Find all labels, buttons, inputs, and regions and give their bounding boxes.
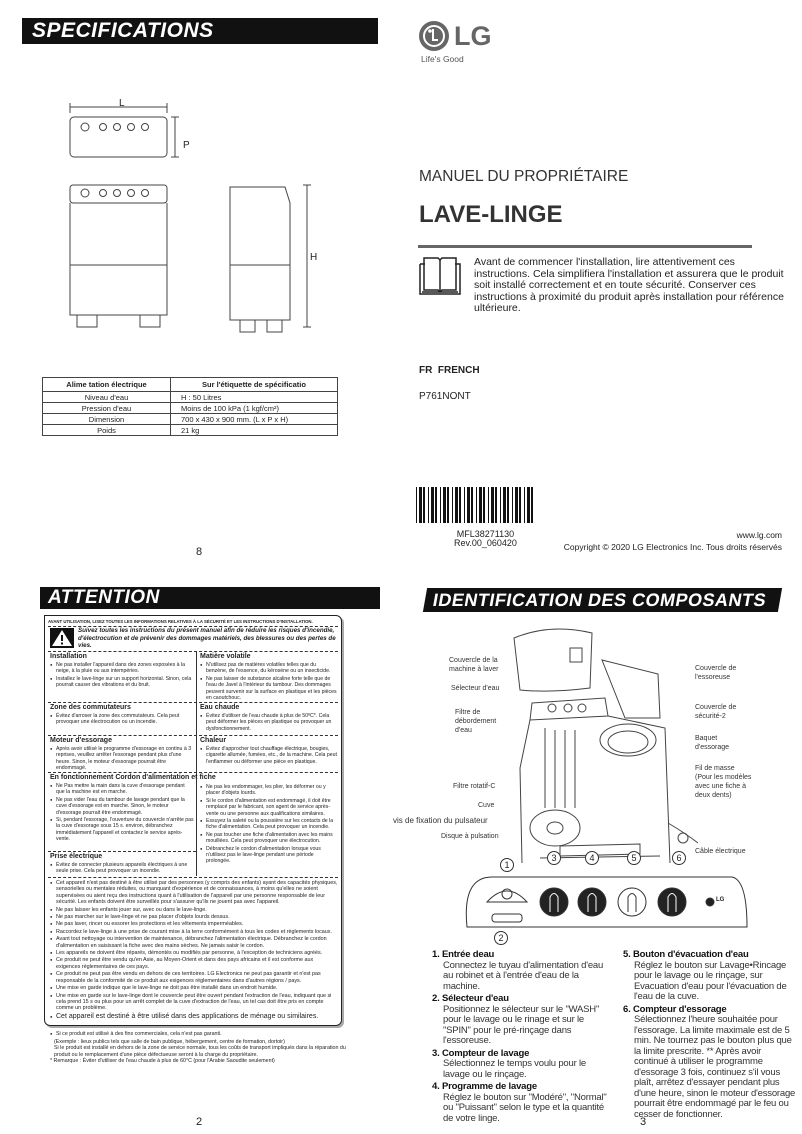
label-pulsator: Disque à pulsation	[441, 833, 499, 840]
section-switches	[50, 704, 194, 727]
spec-label: Pression d'eau	[43, 403, 171, 414]
lg-logo-text: LG	[454, 21, 492, 51]
table-row	[43, 425, 338, 436]
label-power-cable: Câble électrique	[695, 848, 746, 855]
callout-3: 3	[547, 851, 561, 865]
label-safety-lid: Couvercle de sécurité-2	[695, 704, 737, 720]
bullet: ● Ne pas installer l'appareil dans des zones exposées à la neige, à la pluie ou aux intempéries.	[50, 662, 194, 675]
label-tub: Cuve	[478, 802, 495, 809]
bullet: ● Ne pas marcher sur le lave-linge et ne pas placer d'objets lourds dessus.	[50, 914, 338, 920]
component-number: 2.	[432, 993, 440, 1004]
language-code: FR	[419, 365, 433, 376]
bullet: ● Débranchez le cordon d'alimentation lorsque vous n'utilisez pas le lave-linge pendant une période prolongée.	[200, 846, 338, 865]
bullet: ● Raccordez le lave-linge à une prise de courant mise à la terre conformément à tous les codes et règlements locaux.	[50, 929, 338, 935]
lg-tagline: Life's Good	[421, 54, 464, 64]
component-number: 1.	[432, 949, 440, 960]
component-item	[421, 1049, 607, 1081]
dim-l-label: L	[119, 98, 125, 109]
section-title: Chaleur	[200, 737, 227, 744]
component-number: 5.	[623, 949, 631, 960]
component-item	[421, 994, 607, 1047]
component-item	[612, 950, 796, 1003]
manual-subtitle: MANUEL DU PROPRIÉTAIRE	[419, 168, 629, 185]
component-description: Sélectionnez l'heure souhaitée pour l'essorage. La limite maximale est de 5 min. Ne tournez pas le bouton plus que la limite prescrite. ** Après avoir continué à utiliser le programme d'essorage 3 fois, continuez s'il vous plaît, arrêtez d'essayer pendant plus d'une heure, sinon le moteur d'essorage pourrait être endommagé par le feu ou cesser de fonctionner.	[634, 1014, 796, 1120]
bullet: ● Avant tout nettoyage ou intervention de maintenance, débranchez l'alimentation électrique. Débranchez le cordon d'alimentation en saisissant la fiche avec des mains sèches. Ne jamais saisir le cordon.	[50, 936, 338, 949]
divider	[48, 702, 338, 703]
bullet: ● Évitez d'arroser la zone des commutateurs. Cela peut provoquer une électrocution ou un incendie.	[50, 713, 194, 726]
spec-value: 21 kg	[181, 425, 200, 435]
component-name: Sélecteur d'eau	[441, 993, 509, 1004]
bullet: ● Ne pas laisser de substance alcaline forte telle que de l'eau de Javel à l'intérieur du tambour. Des dommages peuvent survenir sur la surface en plastique et les pièces en caoutchouc.	[200, 676, 338, 702]
note-line: ● Si ce produit est utilisé à des fins commerciales, cela n'est pas garanti.	[50, 1031, 350, 1038]
divider	[48, 772, 338, 773]
callout-5: 5	[627, 851, 641, 865]
bullet: ● Les appareils ne doivent être réparés, démontés ou modifiés par personne, à l'exception de techniciens agréés.	[50, 950, 338, 956]
spec-value: H : 50 Litres	[181, 392, 222, 402]
bullet: ● Essuyez la saleté ou la poussière sur les contacts de la fiche d'alimentation. Cela peut provoquer un incendie.	[200, 818, 338, 831]
warning-icon	[50, 628, 74, 648]
section-outlet	[50, 853, 194, 876]
component-title	[432, 1082, 607, 1093]
component-name: Bouton d'évacuation d'eau	[632, 949, 749, 960]
part-number-block	[454, 530, 517, 548]
dim-p-label: P	[183, 140, 190, 151]
ground-wire-note: (Pour les modèles avec une fiche à deux dents)	[695, 774, 752, 799]
component-title	[432, 994, 607, 1005]
revision: Rev.00_060420	[454, 538, 517, 548]
website-link[interactable]: www.lg.com	[736, 530, 782, 540]
divider	[48, 651, 338, 652]
language-name: FRENCH	[437, 365, 480, 376]
section-power-cord	[200, 784, 338, 866]
safety-banner: AVANT UTILISATION, LISEZ TOUTES LES INFORMATIONS RELATIVES À LA SÉCURITÉ ET LES INSTRUCTIONS D'INSTALLATION.	[48, 619, 338, 627]
spec-header-1: Alime tation électrique	[43, 378, 171, 392]
label-rotary-filter: Filtre rotatif-C	[453, 783, 496, 790]
notes	[50, 1031, 350, 1065]
section-hot-water	[200, 704, 338, 733]
callout-2: 2	[494, 931, 508, 945]
bullet: ● Ne pas vider l'eau du tambour de lavage pendant que la cuve d'essorage est en marche. Sinon, le moteur d'essorage pourrait être endommagé.	[50, 797, 194, 816]
label-washer-lid: Couvercle de la machine à laver	[449, 657, 499, 673]
bullet: ● Installez le lave-linge sur un support horizontal. Sinon, cela pourrait causer des vibrations et du bruit.	[50, 676, 194, 689]
attention-header: ATTENTION	[40, 587, 380, 609]
bullet: ● Après avoir utilisé le programme d'essorage en continu à 3 reprises, veuillez arrêter l'essorage pendant plus d'une heure. Sinon, le moteur d'essorage pourrait être endommagé.	[50, 746, 194, 772]
bullet: ● Ne pas laisser les enfants jouer sur, avec ou dans le lave-linge.	[50, 907, 338, 913]
page-number: 3	[640, 1116, 647, 1128]
warning-text: Suivez toutes les instructions du présent manuel afin de réduire les risques d'incendie, d'électrocution et de prévenir des dommages matériels, des blessures ou des pertes de vies.	[78, 627, 336, 649]
note-line: (Exemple : lieux publics tels que salle de bain publique, hébergement, centre de formation, dortoir)	[54, 1038, 285, 1045]
component-list-right	[612, 950, 796, 1122]
spec-label: Dimension	[43, 414, 171, 425]
lg-logo-icon	[418, 20, 450, 52]
bullet: ● Ne pas laver, rincer ou essorer les protections et les vêtements imperméables.	[50, 921, 338, 927]
spec-value: 700 x 430 x 900 mm. (L x P x H)	[181, 414, 289, 424]
spec-header-2: Sur l'étiquette de spécificatio	[202, 380, 306, 389]
section-title: Installation	[50, 653, 87, 660]
component-number: 4.	[432, 1081, 440, 1092]
page-number: 8	[196, 546, 203, 558]
component-description: Sélectionnez le temps voulu pour le lavage ou le rinçage.	[443, 1058, 586, 1080]
copyright: Copyright © 2020 LG Electronics Inc. Tous droits réservés	[563, 542, 782, 552]
spec-label: Poids	[43, 425, 171, 436]
section-title: Zone des commutateurs	[50, 704, 131, 711]
component-number: 6.	[623, 1003, 631, 1015]
barcode-bar	[533, 487, 536, 523]
specifications-header: SPECIFICATIONS	[22, 18, 378, 44]
callout-1: 1	[500, 858, 514, 872]
label-spinner-lid: Couvercle de l'essoreuse	[695, 665, 737, 681]
bullet: ● Évitez de connecter plusieurs appareils électriques à une seule prise. Cela peut provoquer un incendie.	[50, 862, 194, 875]
component-title	[623, 950, 796, 961]
copyright-block	[564, 529, 782, 553]
label-spin-basket: Baquet d'essorage	[695, 735, 730, 751]
ground-wire-title: Fil de masse	[695, 765, 735, 772]
note-line: Si le produit est installé en dehors de la zone de service normale, tous les coûts de transport impliqués dans la réparation du produit ou le remplacement d'une pièce défectueuse seront à la charge du propriétaire.	[54, 1045, 346, 1058]
general-warnings	[50, 880, 338, 1022]
book-icon	[418, 254, 462, 296]
identification-header: IDENTIFICATION DES COMPOSANTS	[423, 588, 782, 612]
callout-6: 6	[672, 851, 686, 865]
bullet: ● Cet appareil n'est pas destiné à être utilisé par des personnes (y compris des enfants) ayant des capacités physiques, sensorielles ou mentales réduites, ou manquant d'expérience et de connaissances, à moins qu'elles ne soient supervisées ou aient reçu des instructions quant à l'utilisation de l'appareil par une personne responsable de leur sécurité. Les enfants doivent être surveillés pour s'assurer qu'ils ne jouent pas avec l'appareil.	[50, 880, 338, 906]
lg-logo	[418, 20, 508, 66]
table-row	[43, 414, 338, 425]
bullet: ● Si, pendant l'essorage, l'ouverture du couvercle n'arrête pas la cuve d'essorage sous 15 s. environ, débranchez immédiatement l'appareil et contactez le service après-vente.	[50, 817, 194, 843]
bullet: ● Une mise en garde indique que le lave-linge ne doit pas être installé dans un endroit humide.	[50, 985, 338, 991]
section-volatile	[200, 653, 338, 702]
bullet: ● N'utilisez pas de matières volatiles telles que du benzène, de l'essence, du kérosène ou un insecticide.	[200, 662, 338, 675]
component-item	[612, 1005, 796, 1121]
component-list-left	[421, 950, 607, 1126]
control-panel-diagram	[462, 872, 752, 932]
section-title: En fonctionnement Cordon d'alimentation et fiche	[50, 774, 216, 781]
washer-components-diagram	[500, 618, 700, 863]
callout-4: 4	[585, 851, 599, 865]
washer-dimension-drawing	[55, 95, 335, 335]
label-water-selector: Sélecteur d'eau	[451, 685, 500, 692]
table-row	[43, 392, 338, 403]
label-overflow-filter: Filtre de débordement d'eau	[455, 709, 497, 734]
label-ground-wire	[695, 764, 755, 800]
component-number: 3.	[432, 1047, 440, 1059]
component-description: Réglez le bouton sur Lavage•Rincage pour le lavage ou le rinçage, sur Evacuation d'eau pour l'évacuation de l'eau de la cuve.	[634, 959, 787, 1002]
bullet: ● Ce produit ne peut être vendu qu'en Asie, au Moyen-Orient et dans des pays africains et il est conforme aux exigences réglementaires de ces pays.	[50, 957, 338, 970]
section-title: Matière volatile	[200, 653, 251, 660]
section-operation	[50, 774, 216, 844]
section-installation	[50, 653, 194, 690]
bullet: ● Ne Pas mettre la main dans la cuve d'essorage pendant que la machine est en marche.	[50, 783, 194, 796]
bullet: ● Ce produit ne peut pas être vendu en dehors de ces territoires. LG Electronics ne peut pas garantir et n'est pas responsable de la conformité de ce produit aux exigences réglementaires dans d'autres régions / pays.	[50, 971, 338, 984]
section-title: Prise électrique	[50, 853, 103, 860]
bullet: ● Évitez d'utiliser de l'eau chaude à plus de 50ºC*. Cela peut déformer les pièces en plastique ou provoquer un dysfonctionnement.	[200, 713, 338, 732]
product-title: LAVE-LINGE	[419, 201, 563, 228]
intro-text: Avant de commencer l'installation, lire attentivement ces instructions. Cela simplifiera l'installation et assurera que le produit soit installé correctement et en toute sécurité. Conserver ces instructions à proximité du produit après installation pour référence ultérieure.	[474, 256, 784, 314]
component-item	[421, 1082, 607, 1124]
divider	[48, 735, 338, 736]
label-pulsator-screw: vis de fixation du pulsateur	[393, 816, 488, 825]
component-title	[432, 950, 607, 961]
component-name: Entrée deau	[441, 949, 495, 960]
part-number: MFL38271130	[456, 529, 515, 539]
section-title: Moteur d'essorage	[50, 737, 112, 744]
table-row	[43, 403, 338, 414]
panel-logo: LG	[716, 897, 725, 903]
column-divider	[196, 652, 197, 876]
bullet: ● Si le cordon d'alimentation est endommagé, il doit être remplacé par le fabricant, son agent de service après-vente ou une personne aux qualifications similaires.	[200, 798, 338, 817]
divider	[48, 851, 196, 852]
component-item	[421, 950, 607, 992]
bullet: ● Une mise en garde sur le lave-linge dont le couvercle peut être ouvert pendant l'extraction de l'eau, indiquant que si cela prend 15 s ou plus pour un arrêt complet de la cuve d'extraction de l'eau, un tel cas doit être pris en compte comme un problème.	[50, 993, 338, 1012]
spec-label: Niveau d'eau	[43, 392, 171, 403]
household-note: ● Cet appareil est destiné à être utilisé dans des applications de ménage ou similaires.	[50, 1013, 338, 1021]
barcode	[416, 487, 556, 523]
divider	[48, 877, 338, 878]
dim-h-label: H	[310, 252, 318, 263]
component-description: Positionnez le sélecteur sur le "WASH" pour le lavage ou le rinage et sur le "SPIN" pour le pré-rinçage dans l'essoreuse.	[443, 1003, 600, 1046]
page-number: 2	[196, 1116, 203, 1128]
component-name: Compteur de lavage	[441, 1047, 530, 1059]
bullet: ● Ne pas toucher une fiche d'alimentation avec les mains mouillées. Cela peut provoquer une électrocution.	[200, 832, 338, 845]
language-label	[419, 365, 480, 376]
spec-table	[42, 377, 338, 436]
component-description: Réglez le bouton sur "Modéré", "Normal" ou "Puissant" selon le type et la quantité de votre linge.	[443, 1091, 607, 1124]
bullet: ● Ne pas les endommager, les plier, les déformer ou y placer d'objets lourds.	[200, 784, 338, 797]
section-spin-motor	[50, 737, 194, 773]
component-name: Programme de lavage	[441, 1081, 537, 1092]
section-heat	[200, 737, 338, 766]
section-title: Eau chaude	[200, 704, 240, 711]
component-name: Compteur d'essorage	[632, 1003, 727, 1015]
note-line: * Remarque : Éviter d'utiliser de l'eau chaude à plus de 60°C (pour l'Arabie Saoudite seulement)	[50, 1058, 275, 1065]
component-description: Connectez le tuyau d'alimentation d'eau au robinet et à l'entrée d'eau de la machine.	[443, 959, 604, 992]
divider	[418, 245, 752, 248]
bullet: ● Évitez d'approcher tout chauffage électrique, bougies, cigarette allumée, fumées, etc., de la machine. Cela peut l'enflammer ou déformer une pièce en plastique.	[200, 746, 338, 765]
spec-value: Moins de 100 kPa (1 kgf/cm²)	[181, 403, 279, 413]
model-number: P761NONT	[419, 391, 471, 402]
